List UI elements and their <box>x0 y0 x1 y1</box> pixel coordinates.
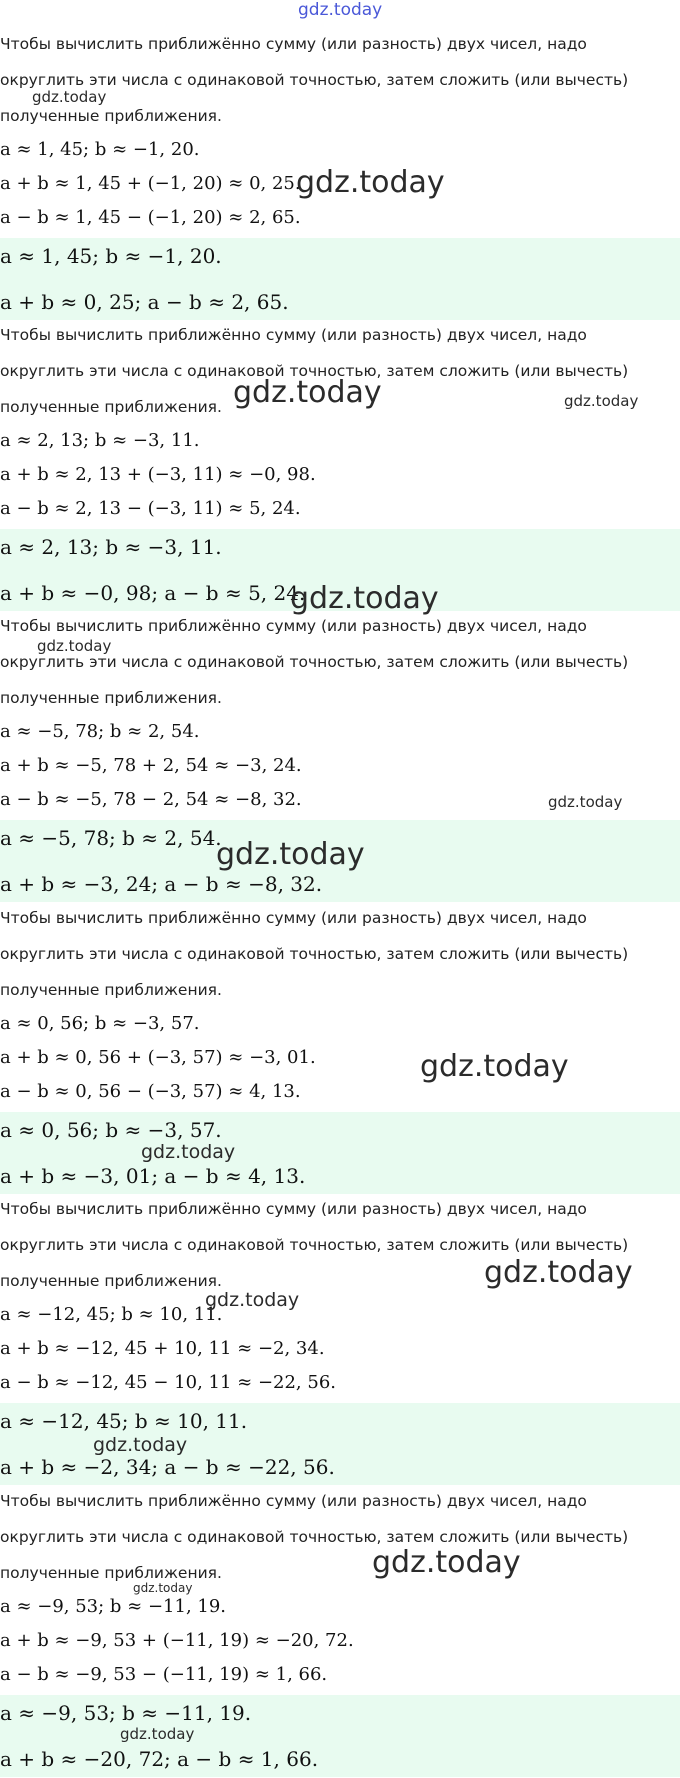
answer-box <box>0 1112 680 1194</box>
given-values: a ≈ 0, 56; b ≈ −3, 57. <box>0 1013 200 1034</box>
watermark: gdz.today <box>233 375 382 410</box>
sum-calculation: a + b ≈ 1, 45 + (−1, 20) ≈ 0, 25. <box>0 173 301 194</box>
explanation-line-3: полученные приближения. <box>0 981 222 999</box>
header-watermark: gdz.today <box>298 0 383 20</box>
watermark: gdz.today <box>484 1255 633 1290</box>
watermark: gdz.today <box>133 1581 193 1595</box>
watermark: gdz.today <box>296 165 445 200</box>
problem-4 <box>0 904 680 1194</box>
given-values: a ≈ 2, 13; b ≈ −3, 11. <box>0 430 200 451</box>
difference-calculation: a − b ≈ −5, 78 − 2, 54 ≈ −8, 32. <box>0 789 302 810</box>
answer-result: a + b ≈ −0, 98; a − b ≈ 5, 24. <box>0 581 306 605</box>
explanation-line-2: округлить эти числа с одинаковой точностью, затем сложить (или вычесть) <box>0 362 629 380</box>
answer-given: a ≈ 2, 13; b ≈ −3, 11. <box>0 535 222 559</box>
answer-given: a ≈ 1, 45; b ≈ −1, 20. <box>0 244 222 268</box>
sum-calculation: a + b ≈ −12, 45 + 10, 11 ≈ −2, 34. <box>0 1338 325 1359</box>
answer-given: a ≈ 0, 56; b ≈ −3, 57. <box>0 1118 222 1142</box>
watermark: gdz.today <box>32 88 107 106</box>
explanation-line-2: округлить эти числа с одинаковой точностью, затем сложить (или вычесть) <box>0 945 629 963</box>
given-values: a ≈ 1, 45; b ≈ −1, 20. <box>0 139 200 160</box>
answer-given: a ≈ −5, 78; b ≈ 2, 54. <box>0 826 222 850</box>
explanation-line-3: полученные приближения. <box>0 1272 222 1290</box>
explanation-line-2: округлить эти числа с одинаковой точностью, затем сложить (или вычесть) <box>0 1236 629 1254</box>
watermark: gdz.today <box>93 1434 188 1456</box>
watermark: gdz.today <box>216 837 365 872</box>
watermark: gdz.today <box>564 392 639 410</box>
explanation-line-1: Чтобы вычислить приближённо сумму (или разность) двух чисел, надо <box>0 909 587 927</box>
explanation-line-1: Чтобы вычислить приближённо сумму (или разность) двух чисел, надо <box>0 1200 587 1218</box>
answer-box <box>0 238 680 320</box>
answer-result: a + b ≈ −20, 72; a − b ≈ 1, 66. <box>0 1747 319 1771</box>
answer-result: a + b ≈ −3, 01; a − b ≈ 4, 13. <box>0 1164 306 1188</box>
sum-calculation: a + b ≈ −5, 78 + 2, 54 ≈ −3, 24. <box>0 755 302 776</box>
given-values: a ≈ −9, 53; b ≈ −11, 19. <box>0 1596 227 1617</box>
answer-result: a + b ≈ −2, 34; a − b ≈ −22, 56. <box>0 1455 335 1479</box>
explanation-line-3: полученные приближения. <box>0 689 222 707</box>
explanation-line-3: полученные приближения. <box>0 107 222 125</box>
sum-calculation: a + b ≈ 0, 56 + (−3, 57) ≈ −3, 01. <box>0 1047 316 1068</box>
watermark: gdz.today <box>37 637 112 655</box>
sum-calculation: a + b ≈ 2, 13 + (−3, 11) ≈ −0, 98. <box>0 464 316 485</box>
problem-6 <box>0 1487 680 1777</box>
difference-calculation: a − b ≈ 0, 56 − (−3, 57) ≈ 4, 13. <box>0 1081 301 1102</box>
difference-calculation: a − b ≈ 1, 45 − (−1, 20) ≈ 2, 65. <box>0 207 301 228</box>
answer-given: a ≈ −12, 45; b ≈ 10, 11. <box>0 1409 248 1433</box>
explanation-line-2: округлить эти числа с одинаковой точностью, затем сложить (или вычесть) <box>0 653 629 671</box>
answer-result: a + b ≈ −3, 24; a − b ≈ −8, 32. <box>0 872 323 896</box>
watermark: gdz.today <box>420 1049 569 1084</box>
watermark: gdz.today <box>141 1141 236 1163</box>
problem-2 <box>0 321 680 611</box>
explanation-line-2: округлить эти числа с одинаковой точностью, затем сложить (или вычесть) <box>0 1528 629 1546</box>
answer-box <box>0 1695 680 1777</box>
watermark: gdz.today <box>120 1725 195 1743</box>
explanation-line-1: Чтобы вычислить приближённо сумму (или разность) двух чисел, надо <box>0 617 587 635</box>
explanation-line-3: полученные приближения. <box>0 398 222 416</box>
difference-calculation: a − b ≈ 2, 13 − (−3, 11) ≈ 5, 24. <box>0 498 301 519</box>
answer-given: a ≈ −9, 53; b ≈ −11, 19. <box>0 1701 252 1725</box>
explanation-line-3: полученные приближения. <box>0 1564 222 1582</box>
watermark: gdz.today <box>290 581 439 616</box>
sum-calculation: a + b ≈ −9, 53 + (−11, 19) ≈ −20, 72. <box>0 1630 354 1651</box>
watermark: gdz.today <box>372 1545 521 1580</box>
explanation-line-2: округлить эти числа с одинаковой точностью, затем сложить (или вычесть) <box>0 71 629 89</box>
watermark: gdz.today <box>205 1289 300 1311</box>
given-values: a ≈ −5, 78; b ≈ 2, 54. <box>0 721 200 742</box>
watermark: gdz.today <box>548 793 623 811</box>
explanation-line-1: Чтобы вычислить приближённо сумму (или разность) двух чисел, надо <box>0 1492 587 1510</box>
explanation-line-1: Чтобы вычислить приближённо сумму (или разность) двух чисел, надо <box>0 326 587 344</box>
difference-calculation: a − b ≈ −12, 45 − 10, 11 ≈ −22, 56. <box>0 1372 336 1393</box>
explanation-line-1: Чтобы вычислить приближённо сумму (или разность) двух чисел, надо <box>0 35 587 53</box>
difference-calculation: a − b ≈ −9, 53 − (−11, 19) ≈ 1, 66. <box>0 1664 328 1685</box>
given-values: a ≈ −12, 45; b ≈ 10, 11. <box>0 1304 223 1325</box>
answer-result: a + b ≈ 0, 25; a − b ≈ 2, 65. <box>0 290 289 314</box>
